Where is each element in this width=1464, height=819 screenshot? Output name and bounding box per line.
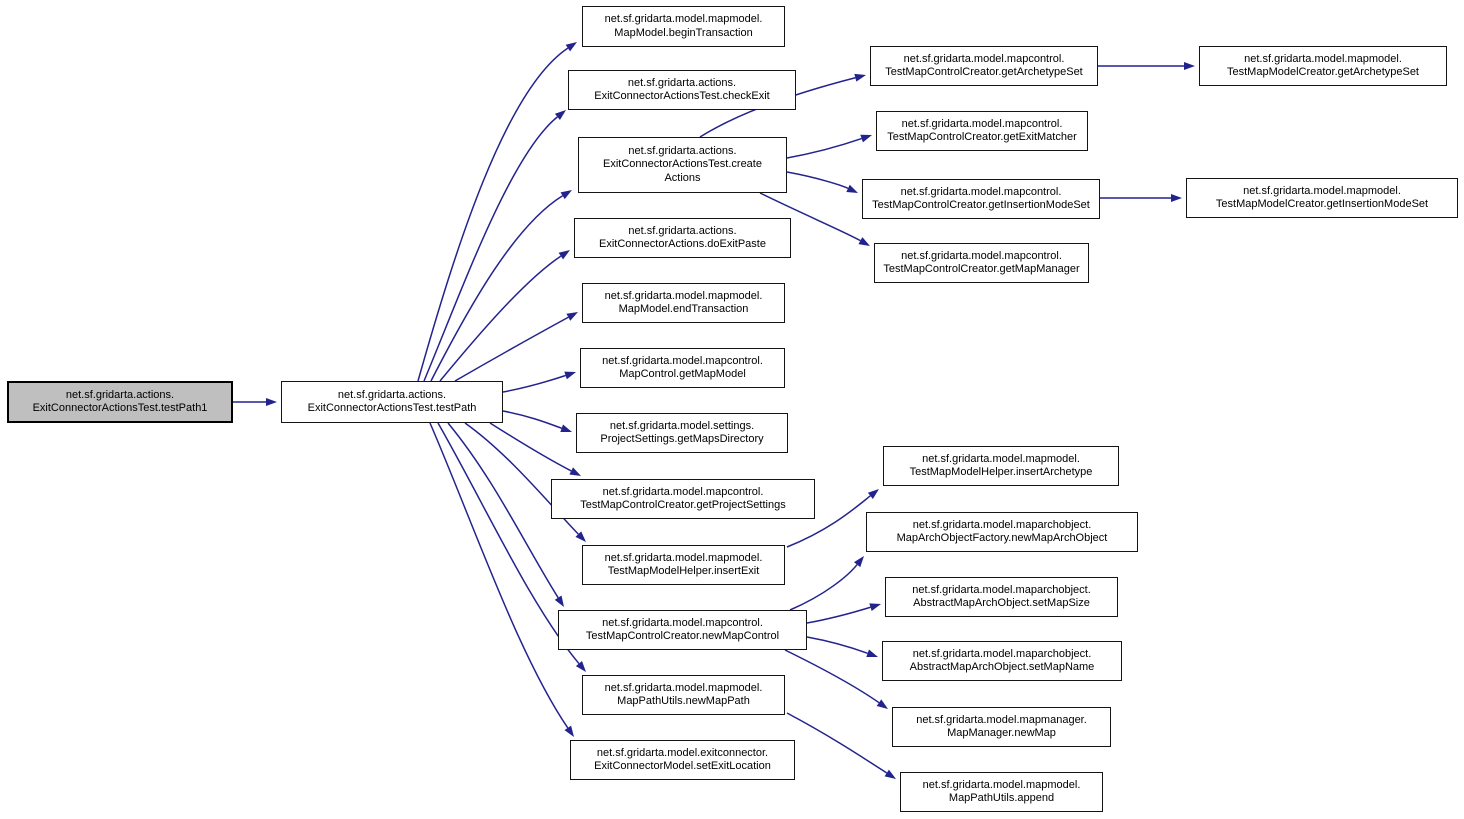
edge-newMapPath-append [787, 713, 887, 773]
node-doExitPaste[interactable] [574, 218, 791, 258]
node-label-line: TestMapModelHelper.insertArchetype [909, 466, 1093, 478]
node-label-line: net.sf.gridarta.model.mapcontrol. [602, 485, 764, 498]
node-label-line: Actions [664, 171, 701, 184]
arrowhead-createActions-control-getInsertionModeSet [846, 185, 858, 193]
node-control-getInsertionModeSet[interactable] [862, 179, 1100, 219]
node-label-line: net.sf.gridarta.model.mapmodel. [922, 452, 1080, 465]
node-label-line: net.sf.gridarta.model.exitconnector. [596, 746, 769, 759]
edge-testPath-checkExit [424, 117, 557, 381]
arrowhead-createActions-control-getArchetypeSet [854, 74, 866, 82]
arrowhead-testPath-getMapsDirectory [560, 424, 572, 432]
node-label-line: net.sf.gridarta.model.mapcontrol. [602, 354, 763, 367]
node-label-line: MapPathUtils.newMapPath [617, 695, 750, 707]
edge-newMapControl-setMapName [807, 637, 868, 653]
node-setMapSize[interactable] [885, 577, 1118, 617]
node-label-line: AbstractMapArchObject.setMapName [909, 661, 1095, 673]
node-insertExit[interactable] [582, 545, 785, 585]
node-label-line: net.sf.gridarta.model.mapcontrol. [900, 185, 1062, 198]
node-label-line: ExitConnectorModel.setExitLocation [594, 760, 771, 772]
edge-testPath-createActions [431, 196, 563, 381]
node-testPath1[interactable] [7, 381, 233, 423]
node-label-line: TestMapModelCreator.getArchetypeSet [1227, 66, 1419, 78]
node-getMapsDirectory[interactable] [576, 413, 788, 453]
node-label-line: ExitConnectorActionsTest.testPath [307, 402, 477, 414]
node-label-line: net.sf.gridarta.model.mapmodel. [1243, 184, 1401, 197]
node-label-line: net.sf.gridarta.model.maparchobject. [912, 647, 1092, 660]
node-label-line: MapControl.getMapModel [619, 368, 746, 380]
node-label-line: TestMapControlCreator.getArchetypeSet [885, 66, 1083, 78]
edge-createActions-getExitMatcher [787, 139, 862, 158]
node-label-line: net.sf.gridarta.actions. [65, 388, 175, 401]
arrowhead-newMapPath-append [885, 770, 896, 779]
node-getProjectSettings[interactable] [551, 479, 815, 519]
node-label-line: MapModel.endTransaction [618, 303, 749, 315]
node-label-line: net.sf.gridarta.model.mapmodel. [604, 551, 763, 564]
node-label-line: TestMapModelHelper.insertExit [607, 565, 760, 577]
node-getExitMatcher[interactable] [876, 111, 1088, 151]
edge-testPath-doExitPaste [440, 256, 561, 381]
node-newMapArchObject[interactable] [866, 512, 1138, 552]
edge-testPath-setExitLocation [430, 423, 568, 728]
node-setMapName[interactable] [882, 641, 1122, 681]
node-getMapManager[interactable] [874, 243, 1089, 283]
edge-newMapControl-newMap [785, 650, 879, 703]
node-checkExit[interactable] [568, 70, 796, 110]
edge-newMapControl-newMapArchObject [790, 565, 857, 610]
arrowhead-testPath-createActions [561, 190, 572, 199]
node-append[interactable] [900, 772, 1103, 812]
arrowhead-testPath-doExitPaste [559, 250, 570, 259]
node-label-line: net.sf.gridarta.model.mapmanager. [916, 713, 1087, 726]
node-label-line: MapPathUtils.append [948, 792, 1055, 804]
edge-testPath-getMapsDirectory [503, 411, 562, 428]
node-testPath[interactable] [281, 381, 503, 423]
node-control-getArchetypeSet[interactable] [870, 46, 1098, 86]
arrowhead-createActions-getExitMatcher [860, 135, 872, 143]
node-label-line: AbstractMapArchObject.setMapSize [913, 597, 1090, 609]
arrowhead-newMapControl-setMapSize [869, 603, 881, 611]
node-setExitLocation[interactable] [570, 740, 795, 780]
node-label-line: net.sf.gridarta.actions. [628, 224, 737, 237]
node-label-line: MapModel.beginTransaction [614, 26, 753, 39]
node-label-line: net.sf.gridarta.actions. [628, 144, 737, 157]
arrowhead-testPath-getMapModel [564, 372, 576, 380]
edge-testPath-beginTransaction [418, 48, 568, 381]
arrowhead-createActions-getMapManager [858, 237, 870, 246]
arrowhead-testPath1-testPath [266, 398, 277, 406]
edge-newMapControl-setMapSize [807, 607, 870, 623]
node-model-getInsertionModeSet[interactable] [1186, 178, 1458, 218]
node-label-line: ExitConnectorActionsTest.create [603, 158, 762, 171]
arrowhead-newMapControl-setMapName [866, 650, 878, 658]
edge-testPath-getProjectSettings [490, 423, 571, 471]
node-label-line: ExitConnectorActionsTest.testPath1 [32, 402, 208, 414]
arrowhead-testPath-endTransaction [566, 312, 578, 321]
edge-testPath-newMapControl [448, 423, 558, 598]
node-label-line: net.sf.gridarta.model.maparchobject. [912, 518, 1092, 531]
node-label-line: net.sf.gridarta.model.mapmodel. [1244, 52, 1402, 65]
node-model-getArchetypeSet[interactable] [1199, 46, 1447, 86]
node-label-line: net.sf.gridarta.actions. [627, 76, 737, 89]
arrowhead-insertExit-insertArchetype [868, 489, 879, 499]
node-label-line: TestMapControlCreator.getInsertionModeSet [872, 199, 1090, 211]
node-label-line: ExitConnectorActionsTest.checkExit [594, 90, 770, 102]
node-label-line: TestMapControlCreator.getProjectSettings [580, 499, 786, 511]
arrowhead-testPath-beginTransaction [566, 42, 577, 51]
node-createActions[interactable] [578, 137, 787, 193]
node-label-line: TestMapControlCreator.newMapControl [585, 630, 780, 642]
arrowhead-testPath-newMapControl [555, 596, 564, 607]
node-label-line: net.sf.gridarta.model.mapcontrol. [602, 616, 763, 629]
node-label-line: TestMapModelCreator.getInsertionModeSet [1215, 198, 1429, 210]
node-getMapModel[interactable] [580, 348, 785, 388]
node-newMap[interactable] [892, 707, 1111, 747]
arrowhead-testPath-setExitLocation [564, 726, 574, 737]
arrowhead-control-getArchetypeSet-model-getArchetypeSet [1184, 62, 1195, 70]
arrowhead-newMapControl-newMap [877, 699, 888, 709]
node-label-line: net.sf.gridarta.model.mapcontrol. [901, 249, 1062, 262]
node-label-line: net.sf.gridarta.model.settings. [609, 419, 755, 432]
node-label-line: MapManager.newMap [947, 727, 1056, 739]
node-label-line: TestMapControlCreator.getExitMatcher [887, 131, 1077, 143]
node-newMapControl[interactable] [558, 610, 807, 650]
node-label-line: ExitConnectorActions.doExitPaste [599, 238, 766, 250]
node-label-line: net.sf.gridarta.model.mapmodel. [604, 13, 763, 25]
node-label-line: TestMapControlCreator.getMapManager [883, 263, 1080, 275]
node-insertArchetype[interactable] [883, 446, 1119, 486]
edge-testPath-getMapModel [503, 375, 566, 392]
node-endTransaction[interactable] [582, 283, 785, 323]
node-label-line: net.sf.gridarta.model.maparchobject. [912, 583, 1091, 596]
edge-createActions-control-getInsertionModeSet [787, 172, 848, 188]
edge-testPath-endTransaction [455, 317, 568, 381]
node-label-line: ProjectSettings.getMapsDirectory [600, 433, 764, 445]
arrowhead-testPath-getProjectSettings [569, 467, 581, 476]
node-label-line: net.sf.gridarta.model.mapcontrol. [901, 117, 1063, 130]
node-label-line: MapArchObjectFactory.newMapArchObject [896, 532, 1108, 544]
node-newMapPath[interactable] [582, 675, 785, 715]
node-label-line: net.sf.gridarta.model.mapmodel. [604, 289, 763, 302]
node-label-line: net.sf.gridarta.model.mapmodel. [922, 778, 1081, 791]
node-beginTransaction[interactable] [582, 6, 785, 47]
node-label-line: net.sf.gridarta.model.mapmodel. [604, 681, 763, 694]
node-label-line: net.sf.gridarta.model.mapcontrol. [903, 52, 1065, 65]
arrowhead-control-getInsertionModeSet-model-getInsertionModeSet [1171, 194, 1182, 202]
node-label-line: net.sf.gridarta.actions. [337, 388, 447, 401]
